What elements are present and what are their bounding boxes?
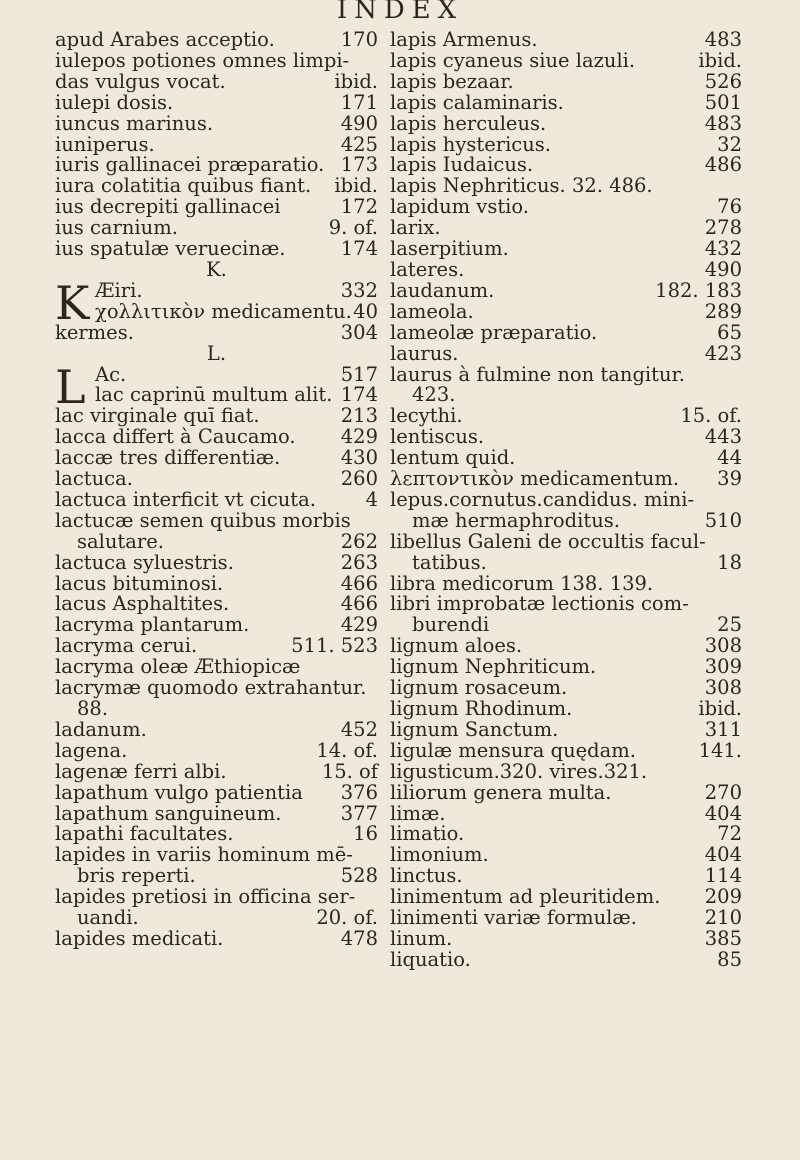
- index-entry: [55, 571, 378, 595]
- index-entry: [55, 48, 378, 72]
- entry-text: lapis cyaneus siue lazuli.: [390, 48, 636, 72]
- entry-text: libra medicorum 138. 139.: [390, 571, 654, 595]
- entry-ref: 478: [340, 926, 378, 950]
- index-entry: [55, 717, 378, 741]
- dropcap-k: K: [55, 275, 90, 330]
- entry-text: lapides pretiosi in officina ser-: [55, 885, 356, 909]
- index-entry: [390, 90, 742, 114]
- entry-text: Ac.: [95, 362, 127, 386]
- entry-ref: ibid.: [334, 69, 378, 93]
- index-entry: [390, 866, 742, 887]
- entry-text: lactucæ semen quibus morbis: [55, 508, 351, 532]
- entry-text: lagena.: [55, 738, 128, 762]
- index-entry: [55, 801, 378, 825]
- entry-text: lameola.: [390, 299, 474, 323]
- index-entry: [390, 550, 742, 574]
- entry-ref: 311: [704, 717, 742, 741]
- entry-text: ius spatulæ veruecinæ.: [55, 237, 286, 261]
- index-entry: [55, 908, 378, 929]
- index-entry: [390, 678, 742, 699]
- entry-ref: 332: [340, 278, 378, 302]
- index-entry: [390, 887, 742, 908]
- entry-ref: 72: [717, 822, 742, 846]
- index-entry: [55, 594, 378, 615]
- entry-text: lac caprinū multum alit.: [95, 383, 333, 407]
- index-entry: [390, 218, 742, 239]
- index-entry: [390, 594, 742, 615]
- index-entry: [390, 759, 742, 783]
- index-entry: [390, 197, 742, 218]
- entry-ref: 376: [340, 780, 378, 804]
- index-entry: [55, 699, 378, 720]
- index-entry: [390, 69, 742, 93]
- entry-ref: 490: [340, 111, 378, 135]
- entry-text: lapathi facultates.: [55, 822, 234, 846]
- index-entry: [55, 155, 378, 176]
- entry-ref: 260: [340, 467, 378, 491]
- index-entry: [55, 926, 378, 950]
- index-entry: [390, 257, 742, 281]
- index-entry: [390, 176, 742, 197]
- entry-text: lignum Rhodinum.: [390, 697, 573, 720]
- entry-text: lapides in variis hominum mē-: [55, 843, 353, 867]
- entry-ref: 174: [340, 383, 378, 407]
- index-entry: [55, 866, 378, 887]
- l-dropcap-entry: [55, 359, 378, 414]
- entry-ref: 209: [704, 885, 742, 909]
- index-entry: [55, 469, 378, 490]
- entry-text: 88.: [77, 697, 109, 720]
- index-entry: [55, 678, 378, 699]
- entry-text: salutare.: [77, 529, 164, 553]
- entry-text: laurus.: [390, 341, 459, 365]
- entry-text: lapis herculeus.: [390, 111, 547, 135]
- entry-ref: 423: [704, 341, 742, 365]
- entry-text: lacus Asphaltites.: [55, 592, 230, 616]
- index-entry: [390, 469, 742, 490]
- entry-ref: 173: [340, 153, 378, 177]
- entry-ref: 262: [340, 529, 378, 553]
- index-entry: [55, 636, 378, 657]
- entry-text: 423.: [412, 383, 456, 407]
- index-entry: [390, 487, 742, 511]
- entry-text: lac virginale quī fiat.: [55, 404, 260, 428]
- entry-ref: 15. of.: [680, 404, 742, 428]
- index-entry: [55, 780, 378, 804]
- entry-text: ladanum.: [55, 717, 147, 741]
- index-entry: [390, 508, 742, 532]
- entry-text: apud Arabes acceptio.: [55, 28, 275, 51]
- entry-ref: 385: [704, 926, 742, 950]
- entry-ref: 528: [340, 864, 378, 888]
- index-entry: [390, 571, 742, 595]
- index-entry: [55, 239, 378, 260]
- index-entry: [55, 738, 378, 762]
- entry-ref: 141.: [698, 738, 742, 762]
- entry-ref: 517: [340, 362, 378, 386]
- entry-text: lapides medicati.: [55, 926, 224, 950]
- entry-text: laudanum.: [390, 278, 495, 302]
- entry-text: limatio.: [390, 822, 465, 846]
- entry-ref: 263: [340, 550, 378, 574]
- entry-ref: 483: [704, 28, 742, 51]
- entry-ref: 174: [340, 237, 378, 261]
- k-dropcap-entry: [55, 275, 378, 330]
- entry-text: limæ.: [390, 801, 446, 825]
- entry-text: lignum Nephriticum.: [390, 655, 597, 679]
- index-entry: [390, 908, 742, 929]
- entry-ref: 404: [704, 801, 742, 825]
- index-entry: [55, 427, 378, 448]
- index-entry: [390, 801, 742, 825]
- entry-ref: 278: [704, 216, 742, 240]
- entry-ref: 170: [340, 28, 378, 51]
- index-entry: [55, 176, 378, 197]
- index-entry: [55, 111, 378, 135]
- index-entry: [390, 239, 742, 260]
- entry-text: lapathum vulgo patientia: [55, 780, 303, 804]
- index-entry: [390, 278, 742, 302]
- right-column: [390, 30, 742, 971]
- entry-ref: 182. 183: [655, 278, 742, 302]
- entry-ref: 443: [704, 425, 742, 449]
- entry-ref: 510: [704, 508, 742, 532]
- index-entry: [55, 487, 378, 511]
- index-entry: [55, 550, 378, 574]
- entry-ref: 32: [717, 132, 742, 156]
- index-entry: [390, 657, 742, 678]
- entry-text: limonium.: [390, 843, 489, 867]
- index-entry: [390, 615, 742, 636]
- entry-text: libellus Galeni de occultis facul-: [390, 529, 706, 553]
- entry-ref: 20. of.: [316, 906, 378, 930]
- index-entry: [55, 759, 378, 783]
- entry-ref: 430: [340, 446, 378, 470]
- entry-text: laccæ tres differentiæ.: [55, 446, 281, 470]
- entry-ref: 486: [704, 153, 742, 177]
- entry-ref: 308: [704, 634, 742, 658]
- entry-ref: ibid.: [334, 174, 378, 198]
- entry-ref: 429: [340, 613, 378, 637]
- entry-text: lateres.: [390, 257, 465, 281]
- index-entry: [55, 69, 378, 93]
- entry-ref: 15. of: [321, 759, 378, 783]
- entry-text: lactuca interficit vt cicuta.: [55, 487, 316, 511]
- entry-text: lapis hystericus.: [390, 132, 551, 156]
- entry-ref: 40: [353, 299, 378, 323]
- entry-ref: 309: [704, 655, 742, 679]
- index-entry: [55, 657, 378, 678]
- entry-text: lecythi.: [390, 404, 463, 428]
- index-entry: [390, 824, 742, 845]
- entry-ref: 171: [340, 90, 378, 114]
- entry-ref: 172: [340, 195, 378, 219]
- index-entry: [390, 448, 742, 469]
- entry-text: bris reperti.: [77, 864, 196, 888]
- entry-ref: 452: [340, 717, 378, 741]
- entry-ref: 377: [340, 801, 378, 825]
- index-entry: [55, 824, 378, 845]
- entry-text: larix.: [390, 216, 441, 240]
- entry-text: liliorum genera multa.: [390, 780, 612, 804]
- entry-ref: 76: [717, 195, 742, 219]
- index-entry: [390, 699, 742, 720]
- entry-text: ligulæ mensura quędam.: [390, 738, 636, 762]
- entry-text: ius decrepiti gallinacei: [55, 195, 281, 219]
- entry-ref: 210: [704, 906, 742, 930]
- entry-text: ligusticum.320. vires.321.: [390, 759, 648, 783]
- entry-text: burendi: [412, 613, 490, 637]
- index-entry: [390, 780, 742, 804]
- entry-text: lacryma cerui.: [55, 634, 198, 658]
- entry-ref: ibid.: [698, 697, 742, 720]
- index-entry: [55, 30, 378, 51]
- entry-text: lapidum vstio.: [390, 195, 530, 219]
- entry-ref: 114: [704, 864, 742, 888]
- entry-ref: 213: [340, 404, 378, 428]
- entry-ref: 501: [704, 90, 742, 114]
- index-entry: [390, 427, 742, 448]
- index-entry: [55, 132, 378, 156]
- entry-text: lentum quid.: [390, 446, 516, 470]
- entry-text: lagenæ ferri albi.: [55, 759, 227, 783]
- entry-text: lignum Sanctum.: [390, 717, 559, 741]
- entry-ref: 270: [704, 780, 742, 804]
- entry-text: ius carnium.: [55, 216, 178, 240]
- index-entry: [390, 155, 742, 176]
- entry-ref: 432: [704, 237, 742, 261]
- entry-text: linctus.: [390, 864, 463, 888]
- entry-text: iura colatitia quibus fiant.: [55, 174, 312, 198]
- entry-text: lapathum sanguineum.: [55, 801, 282, 825]
- entry-ref: 85: [717, 947, 742, 971]
- index-entry: [390, 132, 742, 156]
- entry-text: lapis bezaar.: [390, 69, 514, 93]
- entry-text: liquatio.: [390, 947, 471, 971]
- entry-text: laserpitium.: [390, 237, 509, 261]
- index-entry: [390, 385, 742, 406]
- index-entry: [390, 320, 742, 344]
- index-entry: [55, 615, 378, 636]
- index-entry: [390, 362, 742, 386]
- left-column: [55, 30, 378, 950]
- index-entry: [55, 218, 378, 239]
- index-entry: [390, 529, 742, 553]
- entry-text: lacryma oleæ Æthiopicæ: [55, 655, 301, 679]
- index-entry: [55, 508, 378, 532]
- entry-ref: 511. 523: [291, 634, 378, 658]
- entry-text: lacryma plantarum.: [55, 613, 250, 637]
- entry-text: linimenti variæ formulæ.: [390, 906, 637, 930]
- index-entry: [55, 320, 378, 344]
- index-entry: [390, 48, 742, 72]
- entry-ref: 18: [717, 550, 742, 574]
- entry-text: χολλιτικὸν medicamentu.: [95, 299, 352, 323]
- entry-text: libri improbatæ lectionis com-: [390, 592, 689, 616]
- page-header: INDEX: [336, 0, 464, 25]
- entry-ref: 483: [704, 111, 742, 135]
- index-entry: [390, 406, 742, 427]
- entry-text: λεπτοντικὸν medicamentum.: [390, 467, 680, 491]
- entry-ref: 304: [340, 320, 378, 344]
- entry-ref: ibid.: [698, 48, 742, 72]
- entry-text: iulepi dosis.: [55, 90, 174, 114]
- entry-ref: 4: [365, 487, 378, 511]
- index-entry: [390, 299, 742, 323]
- entry-ref: 308: [704, 676, 742, 700]
- entry-ref: 466: [340, 592, 378, 616]
- entry-ref: 39: [717, 467, 742, 491]
- entry-text: iulepos potiones omnes limpi-: [55, 48, 350, 72]
- entry-text: mæ hermaphroditus.: [412, 508, 620, 532]
- entry-text: kermes.: [55, 320, 134, 344]
- entry-ref: 289: [704, 299, 742, 323]
- entry-text: iuncus marinus.: [55, 111, 214, 135]
- entry-ref: 429: [340, 425, 378, 449]
- entry-ref: 25: [717, 613, 742, 637]
- entry-text: lentiscus.: [390, 425, 485, 449]
- entry-text: lignum rosaceum.: [390, 676, 568, 700]
- index-entry: [55, 406, 378, 427]
- entry-ref: 44: [717, 446, 742, 470]
- entry-text: Æiri.: [95, 278, 143, 302]
- section-letter-l: L.: [206, 341, 227, 365]
- entry-ref: 526: [704, 69, 742, 93]
- entry-text: lapis Armenus.: [390, 28, 538, 51]
- entry-text: lameolæ præparatio.: [390, 320, 598, 344]
- entry-text: iuniperus.: [55, 132, 155, 156]
- entry-text: lacrymæ quomodo extrahantur.: [55, 676, 367, 700]
- index-entry: [55, 887, 378, 908]
- index-entry: [55, 90, 378, 114]
- dropcap-l: L: [55, 359, 86, 414]
- index-entry: [390, 845, 742, 866]
- index-entry: [390, 717, 742, 741]
- index-entry: [390, 30, 742, 51]
- entry-text: lactuca syluestris.: [55, 550, 234, 574]
- entry-ref: 9. of.: [328, 216, 378, 240]
- index-entry: [390, 926, 742, 950]
- entry-ref: 16: [353, 822, 378, 846]
- entry-text: iuris gallinacei præparatio.: [55, 153, 325, 177]
- entry-ref: 466: [340, 571, 378, 595]
- index-entry: [55, 448, 378, 469]
- entry-text: das vulgus vocat.: [55, 69, 226, 93]
- entry-text: lignum aloes.: [390, 634, 523, 658]
- entry-text: lacus bituminosi.: [55, 571, 224, 595]
- entry-text: laurus à fulmine non tangitur.: [390, 362, 685, 386]
- entry-text: lapis Iudaicus.: [390, 153, 534, 177]
- index-entry: [390, 111, 742, 135]
- entry-ref: 65: [717, 320, 742, 344]
- index-entry: [55, 197, 378, 218]
- index-entry: [55, 845, 378, 866]
- section-letter-k: K.: [206, 257, 227, 281]
- entry-ref: 425: [340, 132, 378, 156]
- entry-ref: 490: [704, 257, 742, 281]
- entry-text: linimentum ad pleuritidem.: [390, 885, 661, 909]
- entry-text: lepus.cornutus.candidus. mini-: [390, 487, 695, 511]
- entry-text: lactuca.: [55, 467, 133, 491]
- entry-text: lapis Nephriticus. 32. 486.: [390, 174, 653, 198]
- entry-ref: 14. of.: [316, 738, 378, 762]
- index-entry: [390, 738, 742, 762]
- entry-ref: 404: [704, 843, 742, 867]
- entry-text: lapis calaminaris.: [390, 90, 564, 114]
- index-entry: [55, 529, 378, 553]
- index-entry: [390, 341, 742, 365]
- entry-text: lacca differt à Caucamo.: [55, 425, 296, 449]
- entry-text: uandi.: [77, 906, 139, 930]
- index-entry: [390, 947, 742, 971]
- index-entry: [390, 636, 742, 657]
- entry-text: tatibus.: [412, 550, 487, 574]
- entry-text: linum.: [390, 926, 453, 950]
